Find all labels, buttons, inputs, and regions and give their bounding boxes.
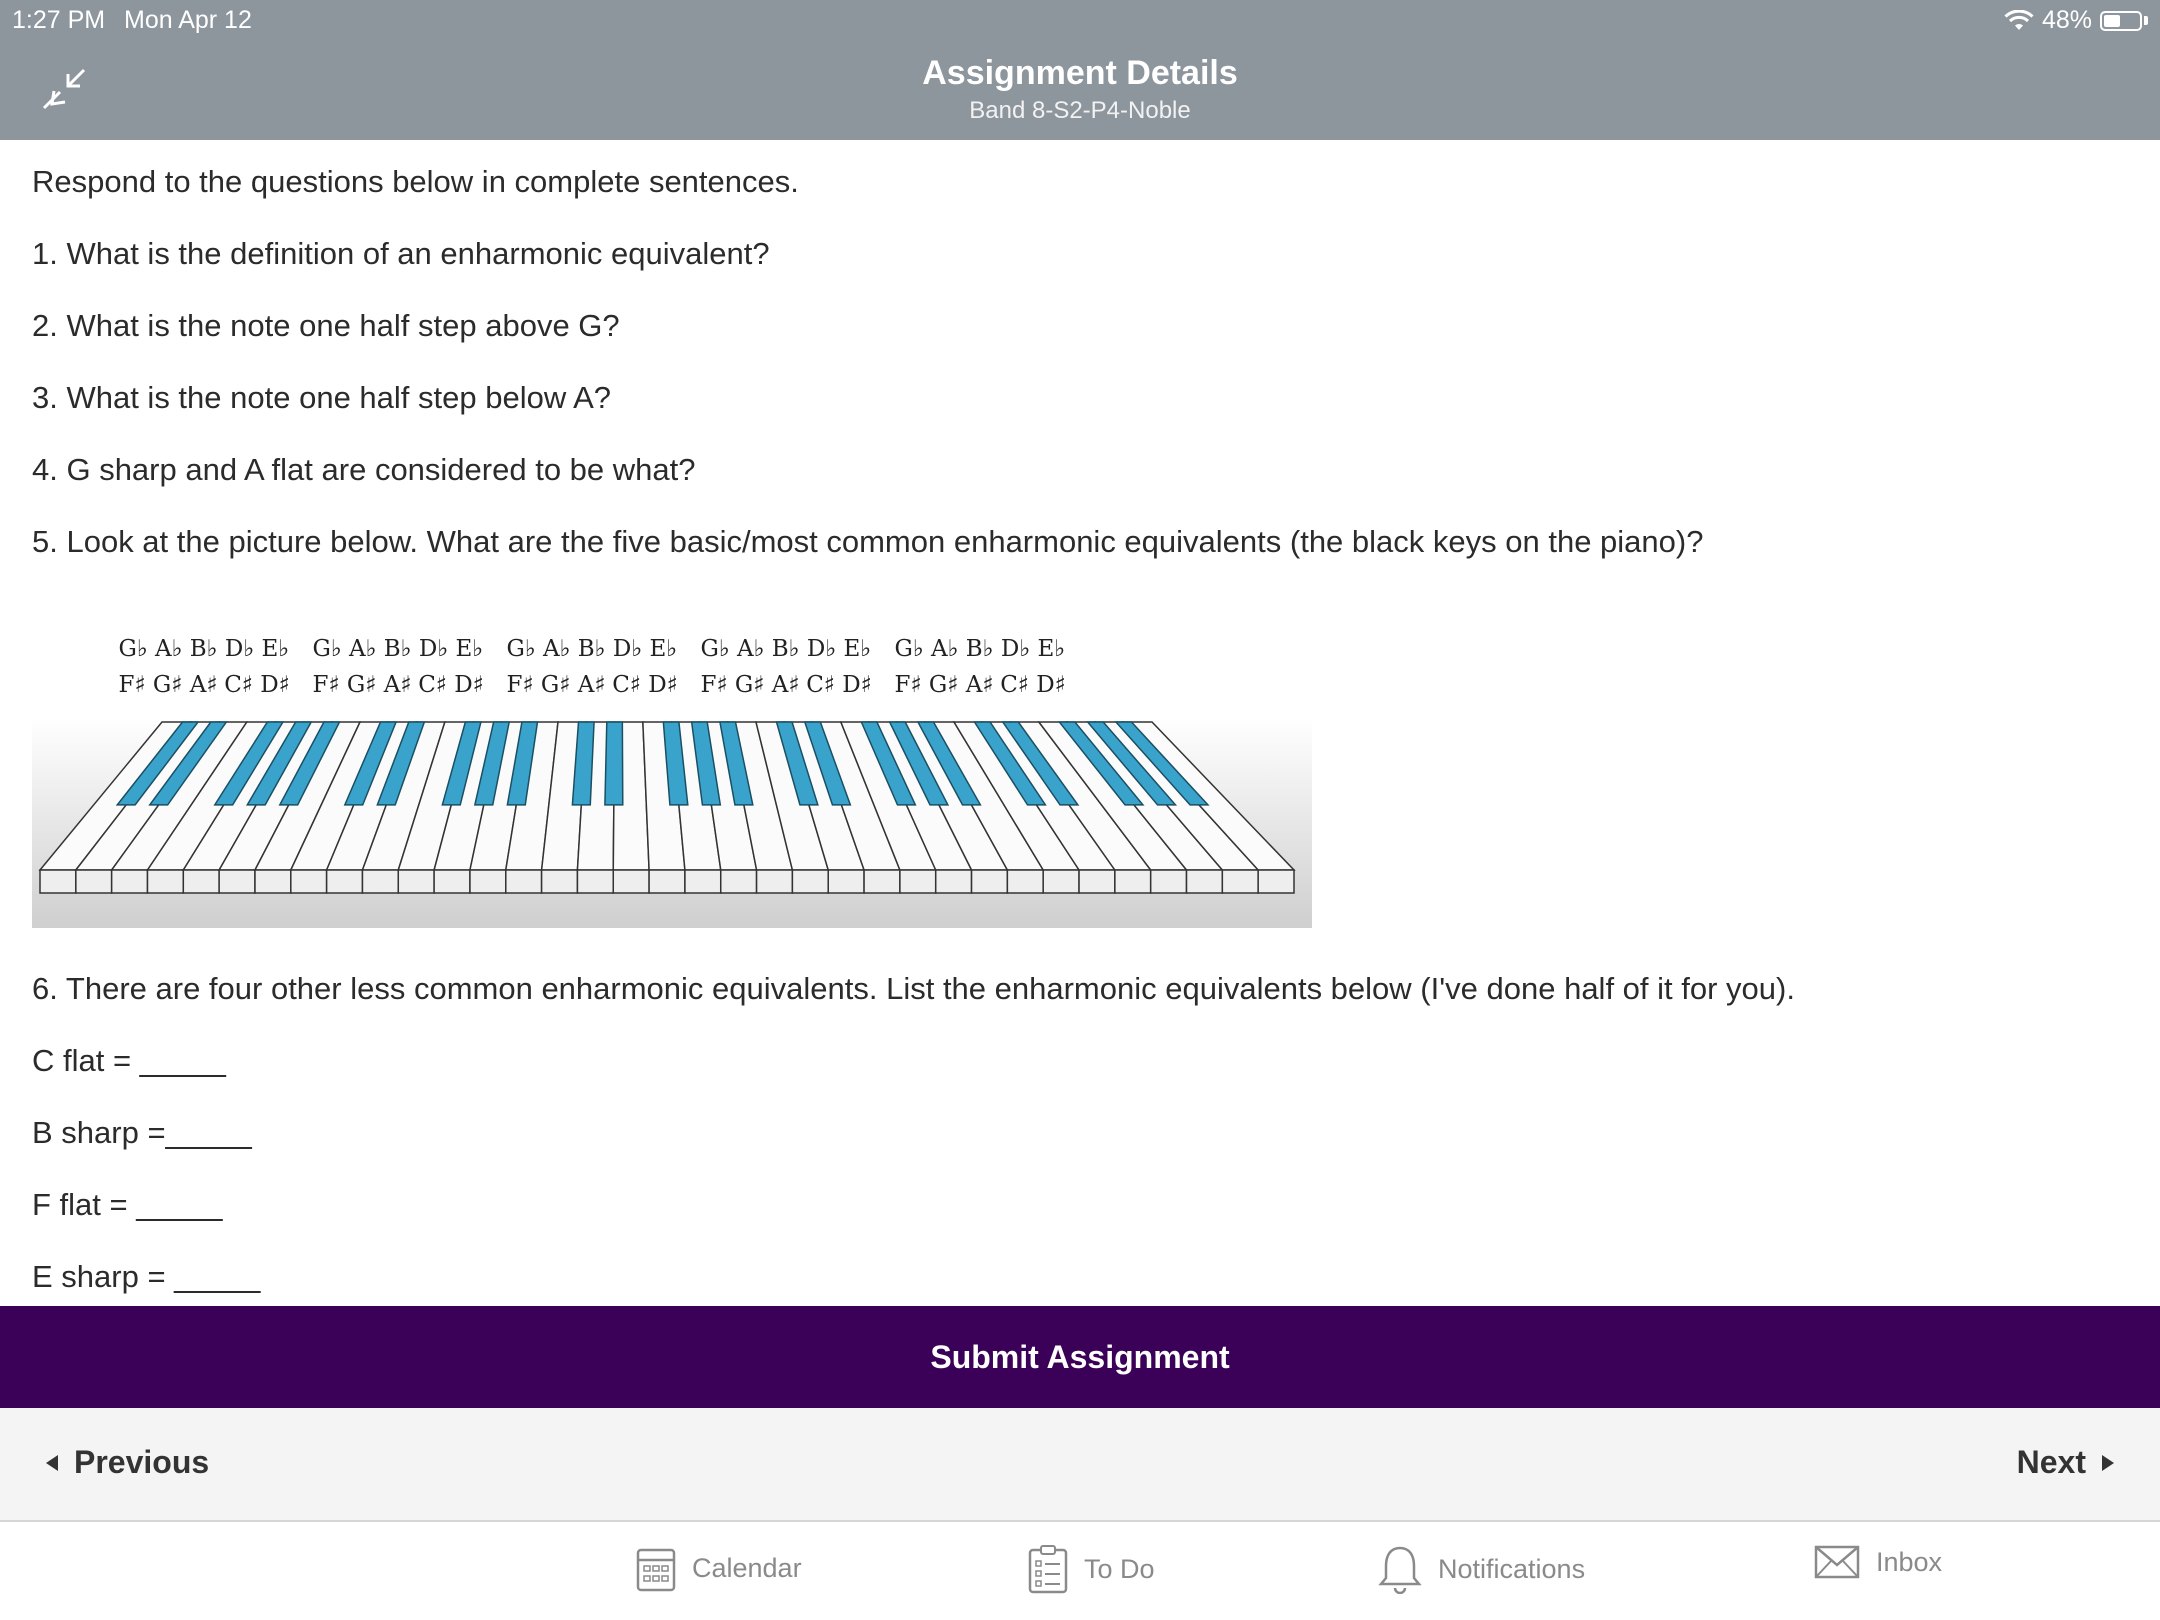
white-key-front <box>936 870 972 893</box>
clipboard-icon <box>1028 1544 1068 1594</box>
white-key-front <box>1222 870 1258 893</box>
white-key-front <box>792 870 828 893</box>
submit-assignment-button[interactable]: Submit Assignment <box>0 1306 2160 1408</box>
status-time: 1:27 PM <box>12 6 106 34</box>
white-key-front <box>685 870 721 893</box>
battery-percent: 48% <box>2041 6 2092 34</box>
sharp-names-label: C♯ D♯ <box>224 672 290 698</box>
tab-inbox-label: Inbox <box>1876 1546 1943 1577</box>
white-key-front <box>613 870 649 893</box>
tab-inbox[interactable] <box>1814 1544 1942 1580</box>
question-3: 3. What is the note one half step below A? <box>32 380 612 415</box>
piano-keyboard-image <box>32 630 1312 928</box>
bell-icon <box>1378 1544 1422 1594</box>
next-button[interactable] <box>2017 1444 2114 1481</box>
tab-calendar-label: Calendar <box>692 1552 802 1583</box>
white-key-front <box>112 870 148 893</box>
calendar-icon <box>636 1544 676 1592</box>
white-key-front <box>1151 870 1187 893</box>
sharp-names-label: C♯ D♯ <box>806 672 872 698</box>
flat-names-label: D♭ E♭ <box>806 636 872 662</box>
sharp-names-label: F♯ G♯ A♯ <box>506 672 606 698</box>
white-key-front <box>506 870 542 893</box>
white-key-front <box>76 870 112 893</box>
flat-names-label: D♭ E♭ <box>612 636 678 662</box>
envelope-icon <box>1814 1544 1860 1580</box>
white-key-front <box>147 870 183 893</box>
tab-todo-label: To Do <box>1084 1553 1155 1584</box>
sharp-names-label: C♯ D♯ <box>418 672 484 698</box>
white-key-front <box>1258 870 1294 893</box>
flat-names-label: G♭ A♭ B♭ <box>312 636 412 662</box>
sharp-names-label: C♯ D♯ <box>1000 672 1066 698</box>
sharp-names-label: F♯ G♯ A♯ <box>894 672 994 698</box>
flat-names-label: D♭ E♭ <box>418 636 484 662</box>
question-5: 5. Look at the picture below. What are the five basic/most common enharmonic equivalents (the black keys on the piano)? <box>32 524 1704 559</box>
previous-label: Previous <box>74 1444 210 1480</box>
caret-right-icon <box>2102 1455 2114 1471</box>
white-key-front <box>1115 870 1151 893</box>
caret-left-icon <box>46 1455 58 1471</box>
status-indicators <box>2004 6 2148 35</box>
sharp-names-label: F♯ G♯ A♯ <box>700 672 800 698</box>
white-key-front <box>1043 870 1079 893</box>
white-key-front <box>542 870 578 893</box>
question-2: 2. What is the note one half step above G? <box>32 308 620 343</box>
white-key-front <box>470 870 506 893</box>
tab-todo[interactable] <box>1028 1544 1155 1594</box>
white-key-front <box>649 870 685 893</box>
white-key-front <box>1007 870 1043 893</box>
piano-diagram <box>32 630 1312 928</box>
tab-notifications-label: Notifications <box>1438 1553 1586 1584</box>
white-key-front <box>757 870 793 893</box>
white-key-front <box>577 870 613 893</box>
tab-notifications[interactable] <box>1378 1544 1585 1594</box>
question-4: 4. G sharp and A flat are considered to be what? <box>32 452 696 487</box>
app-header <box>0 0 2160 140</box>
wifi-icon <box>2004 10 2034 32</box>
white-key-front <box>972 870 1008 893</box>
white-key-front <box>1187 870 1223 893</box>
white-key-front <box>864 870 900 893</box>
instructions-text: Respond to the questions below in complete sentences. <box>32 164 799 199</box>
flat-names-label: D♭ E♭ <box>1000 636 1066 662</box>
white-key-front <box>828 870 864 893</box>
battery-icon <box>2100 11 2142 31</box>
status-date: Mon Apr 12 <box>124 6 252 34</box>
tab-calendar[interactable] <box>636 1544 802 1592</box>
assignment-pager <box>0 1408 2160 1522</box>
flat-names-label: G♭ A♭ B♭ <box>894 636 994 662</box>
white-key-front <box>255 870 291 893</box>
sharp-names-label: C♯ D♯ <box>612 672 678 698</box>
question-6: 6. There are four other less common enharmonic equivalents. List the enharmonic equivalents below (I've done half of it for you). <box>32 971 1795 1006</box>
page-subtitle: Band 8-S2-P4-Noble <box>969 97 1191 124</box>
white-key-front <box>434 870 470 893</box>
bottom-tab-bar <box>0 1522 2160 1620</box>
white-key-front <box>40 870 76 893</box>
blank-c-flat: C flat = _____ <box>32 1043 226 1078</box>
white-key-front <box>362 870 398 893</box>
flat-names-label: G♭ A♭ B♭ <box>700 636 800 662</box>
next-label: Next <box>2016 1444 2086 1480</box>
flat-names-label: D♭ E♭ <box>224 636 290 662</box>
sharp-names-label: F♯ G♯ A♯ <box>312 672 412 698</box>
white-key-front <box>327 870 363 893</box>
page-title: Assignment Details <box>922 54 1238 92</box>
flat-names-label: G♭ A♭ B♭ <box>118 636 218 662</box>
white-key-front <box>398 870 434 893</box>
white-key-front <box>219 870 255 893</box>
blank-f-flat: F flat = _____ <box>32 1187 223 1222</box>
black-key <box>605 722 623 805</box>
previous-button[interactable] <box>46 1444 209 1481</box>
blank-e-sharp: E sharp = _____ <box>32 1259 261 1294</box>
white-key-front <box>900 870 936 893</box>
white-key-front <box>1079 870 1115 893</box>
white-key-front <box>183 870 219 893</box>
white-key-front <box>721 870 757 893</box>
white-key-front <box>291 870 327 893</box>
flat-names-label: G♭ A♭ B♭ <box>506 636 606 662</box>
question-1: 1. What is the definition of an enharmonic equivalent? <box>32 236 770 271</box>
sharp-names-label: F♯ G♯ A♯ <box>118 672 218 698</box>
blank-b-sharp: B sharp =_____ <box>32 1115 252 1150</box>
